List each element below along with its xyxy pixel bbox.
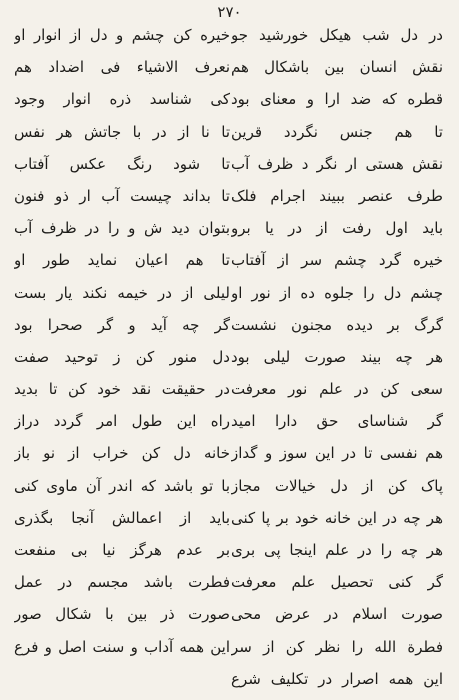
verse-line: صورت اسلام در عرض محی [231,605,443,624]
verse-line: صورت ذر بین با شکال صور [14,605,230,624]
verse-line: خانه دل کن خراب از نو باز [14,444,230,463]
verse-line: در حقیقت نقد خود کن تا بدید [14,380,230,399]
verse-line: گر چه آید و گر صحرا بود [14,315,230,334]
verse-line: نقش انسان بین باشکال هم [231,58,443,77]
verse-line: لیلی از در خیمه نکند یار بست [14,283,230,302]
verse-line: بر عدم هرگز نیا بی منفعت [14,541,230,559]
verse-line: دل منور کن ز توحید صفت [14,347,230,366]
verse-line: فطرت باشد مجسم در عمل [14,573,230,592]
verse-line: باید از اعمالش آنجا بگذری [14,508,230,527]
verse-line: گر کنی تحصیل علم معرفت [231,573,443,592]
verse-line: این همه آداب و سنت اصل و فرع [14,637,230,656]
verse-line: تا بداند چیست آب ار ذو فنون [14,186,230,205]
page-number: ۲۷۰ [217,3,242,21]
verse-line: راه این طول امر گردد دراز [14,412,230,431]
verse-line: پاک کن از دل خیالات مجاز [231,476,443,495]
verse-line: تا شود رنگ عکس آفتاب [14,154,230,173]
verse-line: قطره که ضد ارا و معنای بود [231,90,443,109]
verse-line: باید اول رفت از در یا برو [231,219,443,238]
verse-line: سعی کن در علم نور معرفت [231,380,443,399]
verse-line: در دل شب هیکل خورشید جو [231,26,443,44]
verse-line: فطرة الله را نظر کن از سر [231,637,443,656]
verse-line: تا نا از در با جاتش هر نفس [14,122,230,141]
verse-line: طرف عنصر ببیند اجرام فلک [231,186,443,205]
verse-line: هر چه را در علم اینجا پی بری [231,541,443,559]
verse-line: هم نفسی تا در این سوز و گداز [231,444,443,463]
verse-line: کی شناسد ذره انوار وجود [14,90,230,109]
verse-line: گرگ بر دیده مجنون نشست [231,315,443,334]
verse-line: این همه اصرار در تکلیف شرع [231,669,443,688]
verse-line: نقش هستی ار نگر د ظرف آب [231,154,443,173]
verse-line: چشم دل را جلوه ده از نور او [231,283,443,302]
verse-line: خیره کن چشم و دل از انوار او [14,26,230,44]
left-verse-column [14,22,230,692]
verse-line: با تو باشد که اندر آن ماوی کنی [14,476,230,495]
verse-line [14,666,230,692]
right-verse-column [231,22,443,692]
verse-line: گر شناسای حق دارا امید [231,412,443,431]
verse-line: تا هم اعیان نماید طور او [14,251,230,270]
verse-line: بتوان دید ش و را در ظرف آب [14,219,230,238]
verse-line: خیره گرد چشم سر از آفتاب [231,251,443,270]
verse-line: نعرف الاشیاء فی اضداد هم [14,58,230,77]
verse-line: تا هم جنس نگردد قرین [231,122,443,141]
verse-line: هر چه در این خانه خود بر پا کنی [231,508,443,527]
verse-line: هر چه بیند صورت لیلی بود [231,347,443,366]
